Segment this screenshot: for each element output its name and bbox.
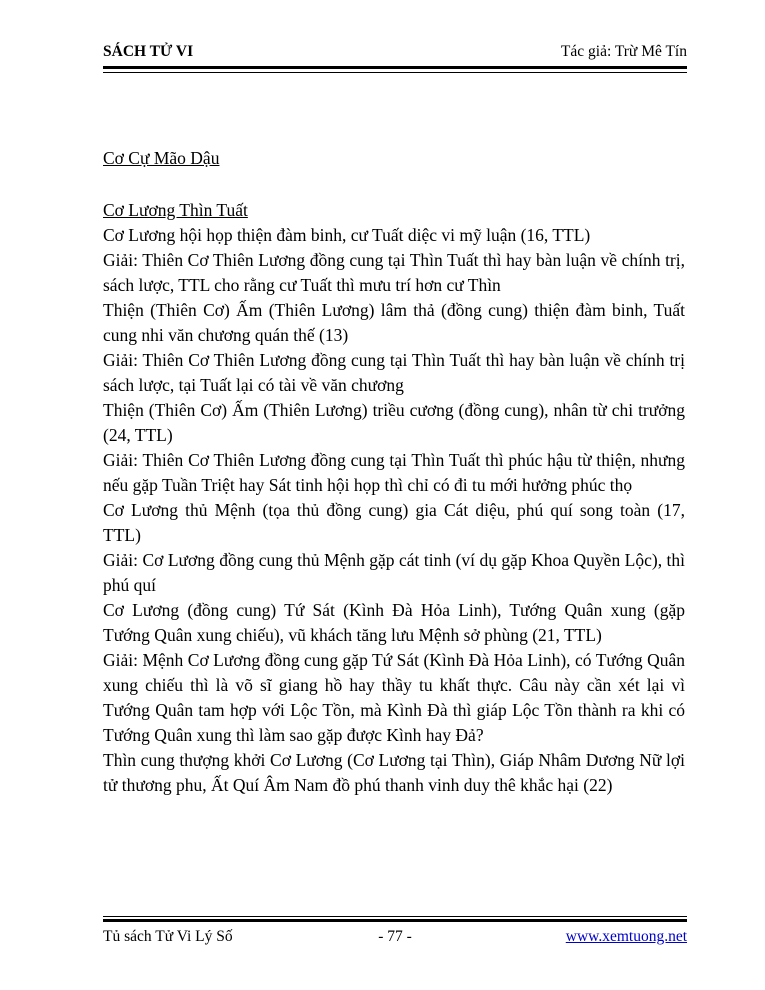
footer-row	[103, 922, 687, 947]
verse-paragraph: Thiện (Thiên Cơ) Ấm (Thiên Lương) lâm thả (đồng cung) thiện đàm binh, Tuất cung nhi văn chương quán thế (13)	[103, 300, 685, 345]
header-rule-thick	[103, 66, 687, 69]
verse-paragraph: Thiện (Thiên Cơ) Ấm (Thiên Lương) triều cương (đồng cung), nhân từ chi trưởng (24, TTL)	[103, 400, 685, 445]
page-footer	[103, 916, 687, 947]
footer-website-link[interactable]: www.xemtuong.net	[565, 928, 688, 945]
explanation-paragraph: Giải: Cơ Lương đồng cung thủ Mệnh gặp cát tinh (ví dụ gặp Khoa Quyền Lộc), thì phú quí	[103, 550, 685, 595]
verse-paragraph: Cơ Lương hội họp thiện đàm binh, cư Tuất diệc vi mỹ luận (16, TTL)	[103, 225, 591, 245]
verse-paragraph: Cơ Lương thủ Mệnh (tọa thủ đồng cung) gia Cát diệu, phú quí song toàn (17, TTL)	[103, 500, 685, 545]
section-heading-co-luong-thin-tuat: Cơ Lương Thìn Tuất	[103, 200, 248, 220]
header-row	[103, 42, 687, 66]
verse-paragraph: Thìn cung thượng khởi Cơ Lương (Cơ Lương tại Thìn), Giáp Nhâm Dương Nữ lợi tử thương phu, Ất Quí Âm Nam đồ phú thanh vinh duy thê khắc hại (22)	[103, 750, 685, 795]
footer-rule-thin	[103, 916, 687, 917]
page-header	[103, 42, 687, 73]
footer-series-title: Tủ sách Tử Vi Lý Số	[103, 928, 233, 945]
page-body	[103, 146, 685, 798]
section-heading-co-cu-mao-dau: Cơ Cự Mão Dậu	[103, 148, 220, 168]
verse-paragraph: Cơ Lương (đồng cung) Tứ Sát (Kình Đà Hỏa Linh), Tướng Quân xung (gặp Tướng Quân xung chiếu), vũ khách tăng lưu Mệnh sở phùng (21, TTL)	[103, 600, 685, 645]
header-rule-thin	[103, 72, 687, 73]
explanation-paragraph: Giải: Thiên Cơ Thiên Lương đồng cung tại Thìn Tuất thì hay bàn luận về chính trị sách lược, tại Tuất lại có tài về văn chương	[103, 350, 685, 395]
header-book-title: SÁCH TỬ VI	[103, 43, 194, 60]
explanation-paragraph: Giải: Thiên Cơ Thiên Lương đồng cung tại Thìn Tuất thì hay bàn luận về chính trị, sách lược, TTL cho rằng cư Tuất thì mưu trí hơn cư Thìn	[103, 250, 685, 295]
footer-page-number: - 77 -	[378, 928, 412, 945]
explanation-paragraph: Giải: Mệnh Cơ Lương đồng cung gặp Tứ Sát (Kình Đà Hỏa Linh), có Tướng Quân xung chiếu thì là võ sĩ giang hồ hay thầy tu khất thực. Câu này cần xét lại vì Tướng Quân tam hợp với Lộc Tồn, mà Kình Đà thì giáp Lộc Tồn thành ra khi có Tướng Quân xung thì làm sao gặp được Kình hay Đả?	[103, 650, 685, 745]
explanation-paragraph: Giải: Thiên Cơ Thiên Lương đồng cung tại Thìn Tuất thì phúc hậu từ thiện, nhưng nếu gặp Tuần Triệt hay Sát tinh hội họp thì chỉ có đi tu mới hưởng phúc thọ	[103, 450, 685, 495]
header-author: Tác giả: Trừ Mê Tín	[560, 43, 687, 60]
